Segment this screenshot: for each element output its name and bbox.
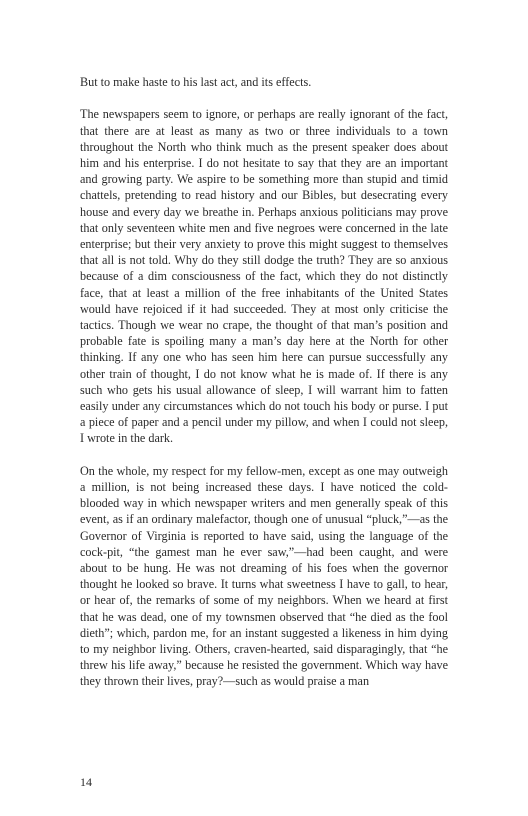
page-body (80, 74, 448, 690)
paragraph-opening: But to make haste to his last act, and its effects. (80, 75, 312, 89)
page-number: 14 (80, 775, 92, 789)
paragraph-newspapers: The newspapers seem to ignore, or perhaps are really ignorant of the fact, that there are at least as many as two or three individuals to a town throughout the North who think much as the present speaker does about him and his enterprise. I do not hesitate to say that they are an important and growing party. We aspire to be something more than stupid and timid chattels, pretending to read history and our Bibles, but desecrating every house and every day we breathe in. Perhaps anxious politicians may prove that only seventeen white men and five negroes were concerned in the late enterprise; but their very anxiety to prove this might suggest to themselves that all is not told. Why do they still dodge the truth? They are so anxious because of a dim consciousness of the fact, which they do not distinctly face, that at least a million of the free inhabitants of the United States would have rejoiced if it had succeeded. They at most only criticise the tactics. Though we wear no crape, the thought of that man’s position and probable fate is spoiling many a man’s day here at the North for other thinking. If any one who has seen him here can pursue successfully any other train of thought, I do not know what he is made of. If there is any such who gets his usual allowance of sleep, I will warrant him to fatten easily under any circumstances which do not touch his body or purse. I put a piece of paper and a pencil under my pillow, and when I could not sleep, I wrote in the dark. (80, 107, 448, 446)
paragraph-fellow-men: On the whole, my respect for my fellow-men, except as one may outweigh a million, is not being increased these days. I have noticed the cold-blooded way in which newspaper writers and men generally speak of this event, as if an ordinary malefactor, though one of unusual “pluck,”—as the Governor of Virginia is reported to have said, using the language of the cock-pit, “the gamest man he ever saw,”—had been caught, and were about to be hung. He was not dreaming of his foes when the governor thought he looked so brave. It turns what sweetness I have to gall, to hear, or hear of, the remarks of some of my neighbors. When we heard at first that he was dead, one of my townsmen observed that “he died as the fool dieth”; which, pardon me, for an instant suggested a likeness in him dying to my neighbor living. Others, craven-hearted, said disparagingly, that “he threw his life away,” because he resisted the government. Which way have they thrown their lives, pray?—such as would praise a man (80, 463, 448, 689)
